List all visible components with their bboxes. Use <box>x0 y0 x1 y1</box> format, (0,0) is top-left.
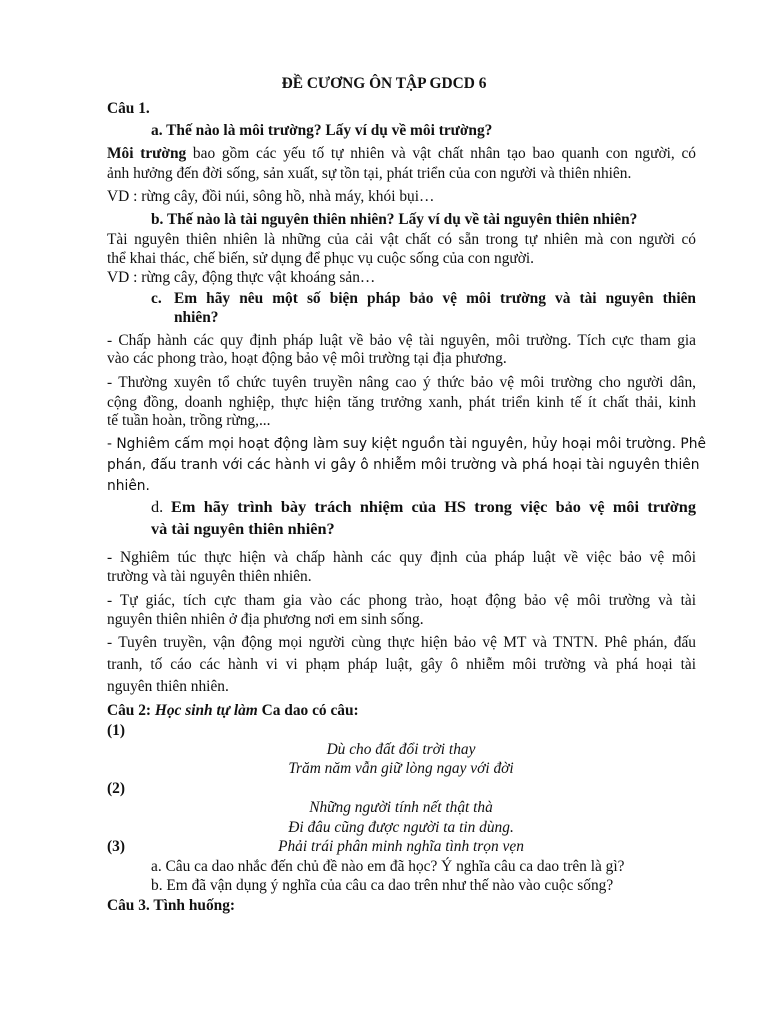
q1d-p2-line-1: - Tự giác, tích cực tham gia vào các phong trào, hoạt động bảo vệ môi trường và tài <box>107 592 696 609</box>
q1a-question-text: Thế nào là môi trường? Lấy ví dụ về môi trường? <box>166 122 493 139</box>
q1c-p3-line-2: phán, đấu tranh với các hành vi gây ô nhiễm môi trường và phá hoại tài nguyên thiên <box>107 457 700 473</box>
q1b-example: VD : rừng cây, động thực vật khoáng sản… <box>107 269 376 286</box>
q1a-label: a. <box>151 122 163 139</box>
q1b-answer-line-2: thể khai thác, chế biến, sử dụng để phục vụ cuộc sống của con người. <box>107 250 534 267</box>
q1c-p3-line-1: - Nghiêm cấm mọi hoạt động làm suy kiệt nguồn tài nguyên, hủy hoại môi trường. Phê <box>107 436 706 452</box>
q1c-question-line-1: Em hãy nêu một số biện pháp bảo vệ môi trường và tài nguyên thiên <box>174 290 696 307</box>
q2-number-2: (2) <box>107 780 125 797</box>
q1a-question <box>151 121 492 141</box>
q2-verse-2-line-1: Những người tính nết thật thà <box>309 799 493 816</box>
q1c-p2-line-1: - Thường xuyên tổ chức tuyên truyền nâng cao ý thức bảo vệ môi trường cho người dân, <box>107 374 696 391</box>
q1c-label: c. <box>151 290 162 307</box>
q3-heading: Câu 3. Tình huống: <box>107 897 236 914</box>
q1c-question-line-2: nhiên? <box>174 309 219 326</box>
q2-heading-rest: Ca dao có câu: <box>257 702 359 719</box>
q1d-p3-line-2: tranh, tố cáo các hành vi vi phạm pháp luật, gây ô nhiễm môi trường và phá hoại tài <box>107 656 696 673</box>
q1a-answer-line-1 <box>107 144 696 164</box>
q1d-p1-line-2: trường và tài nguyên thiên nhiên. <box>107 568 312 585</box>
q1a-term: Môi trường <box>107 145 187 162</box>
q1c-p1-line-1: - Chấp hành các quy định pháp luật về bảo vệ tài nguyên, môi trường. Tích cực tham gia <box>107 332 696 349</box>
q2-question-a: a. Câu ca dao nhắc đến chủ đề nào em đã học? Ý nghĩa câu ca dao trên là gì? <box>151 858 625 875</box>
q2-heading <box>107 701 359 721</box>
q2-verse-2-line-2: Đi đâu cũng được người ta tin dùng. <box>288 819 514 836</box>
q2-verse-1-line-2: Trăm năm vẫn giữ lòng ngay với đời <box>288 760 514 777</box>
q1d-p3-line-3: nguyên thiên nhiên. <box>107 678 229 695</box>
q1d-p1-line-1: - Nghiêm túc thực hiện và chấp hành các quy định của pháp luật về việc bảo vệ môi <box>107 549 696 566</box>
q2-number-3: (3) <box>107 838 125 855</box>
q1d-label: d. <box>151 497 164 516</box>
q1d-question-line-2: và tài nguyên thiên nhiên? <box>151 519 335 538</box>
q1-heading: Câu 1. <box>107 100 150 117</box>
q2-number-1: (1) <box>107 722 125 739</box>
q1b-answer-line-1: Tài nguyên thiên nhiên là những của cải vật chất có sẵn trong tự nhiên mà con người có <box>107 231 696 248</box>
q1c-p2-line-2: cộng đồng, doanh nghiệp, thực hiện tăng trưởng xanh, phát triển kinh tế ít chất thải, kinh <box>107 394 696 411</box>
q2-verse-3-line-1: Phải trái phân minh nghĩa tình trọn vẹn <box>278 838 524 855</box>
q1d-p2-line-2: nguyên thiên nhiên ở địa phương nơi em sinh sống. <box>107 611 424 628</box>
q2-question-b: b. Em đã vận dụng ý nghĩa của câu ca dao trên như thế nào vào cuộc sống? <box>151 877 614 894</box>
q2-heading-italic: Học sinh tự làm <box>154 702 258 719</box>
q1d-question-line-1: Em hãy trình bày trách nhiệm của HS trong việc bảo vệ môi trường <box>171 497 696 516</box>
document-title: ĐỀ CƯƠNG ÔN TẬP GDCD 6 <box>281 75 487 92</box>
q1d-p3-line-1: - Tuyên truyền, vận động mọi người cùng thực hiện bảo vệ MT và TNTN. Phê phán, đấu <box>107 634 696 651</box>
q1a-example: VD : rừng cây, đồi núi, sông hồ, nhà máy, khói bụi… <box>107 188 435 205</box>
q1c-p3-line-3: nhiên. <box>107 478 150 494</box>
q1a-answer-line-2: ảnh hưởng đến đời sống, sản xuất, sự tồn tại, phát triển của con người và thiên nhiên. <box>107 165 632 182</box>
q1c-p2-line-3: tế tuần hoàn, trồng rừng,... <box>107 412 271 429</box>
q1b-question: b. Thế nào là tài nguyên thiên nhiên? Lấy ví dụ về tài nguyên thiên nhiên? <box>151 211 638 228</box>
q1a-line1-rest: bao gồm các yếu tố tự nhiên và vật chất nhân tạo bao quanh con người, có <box>186 145 696 162</box>
q1c-p1-line-2: vào các phong trào, hoạt động bảo vệ môi trường tại địa phương. <box>107 350 507 367</box>
q2-verse-1-line-1: Dù cho đất đổi trời thay <box>326 741 476 758</box>
q2-heading-label: Câu 2: <box>107 702 155 719</box>
